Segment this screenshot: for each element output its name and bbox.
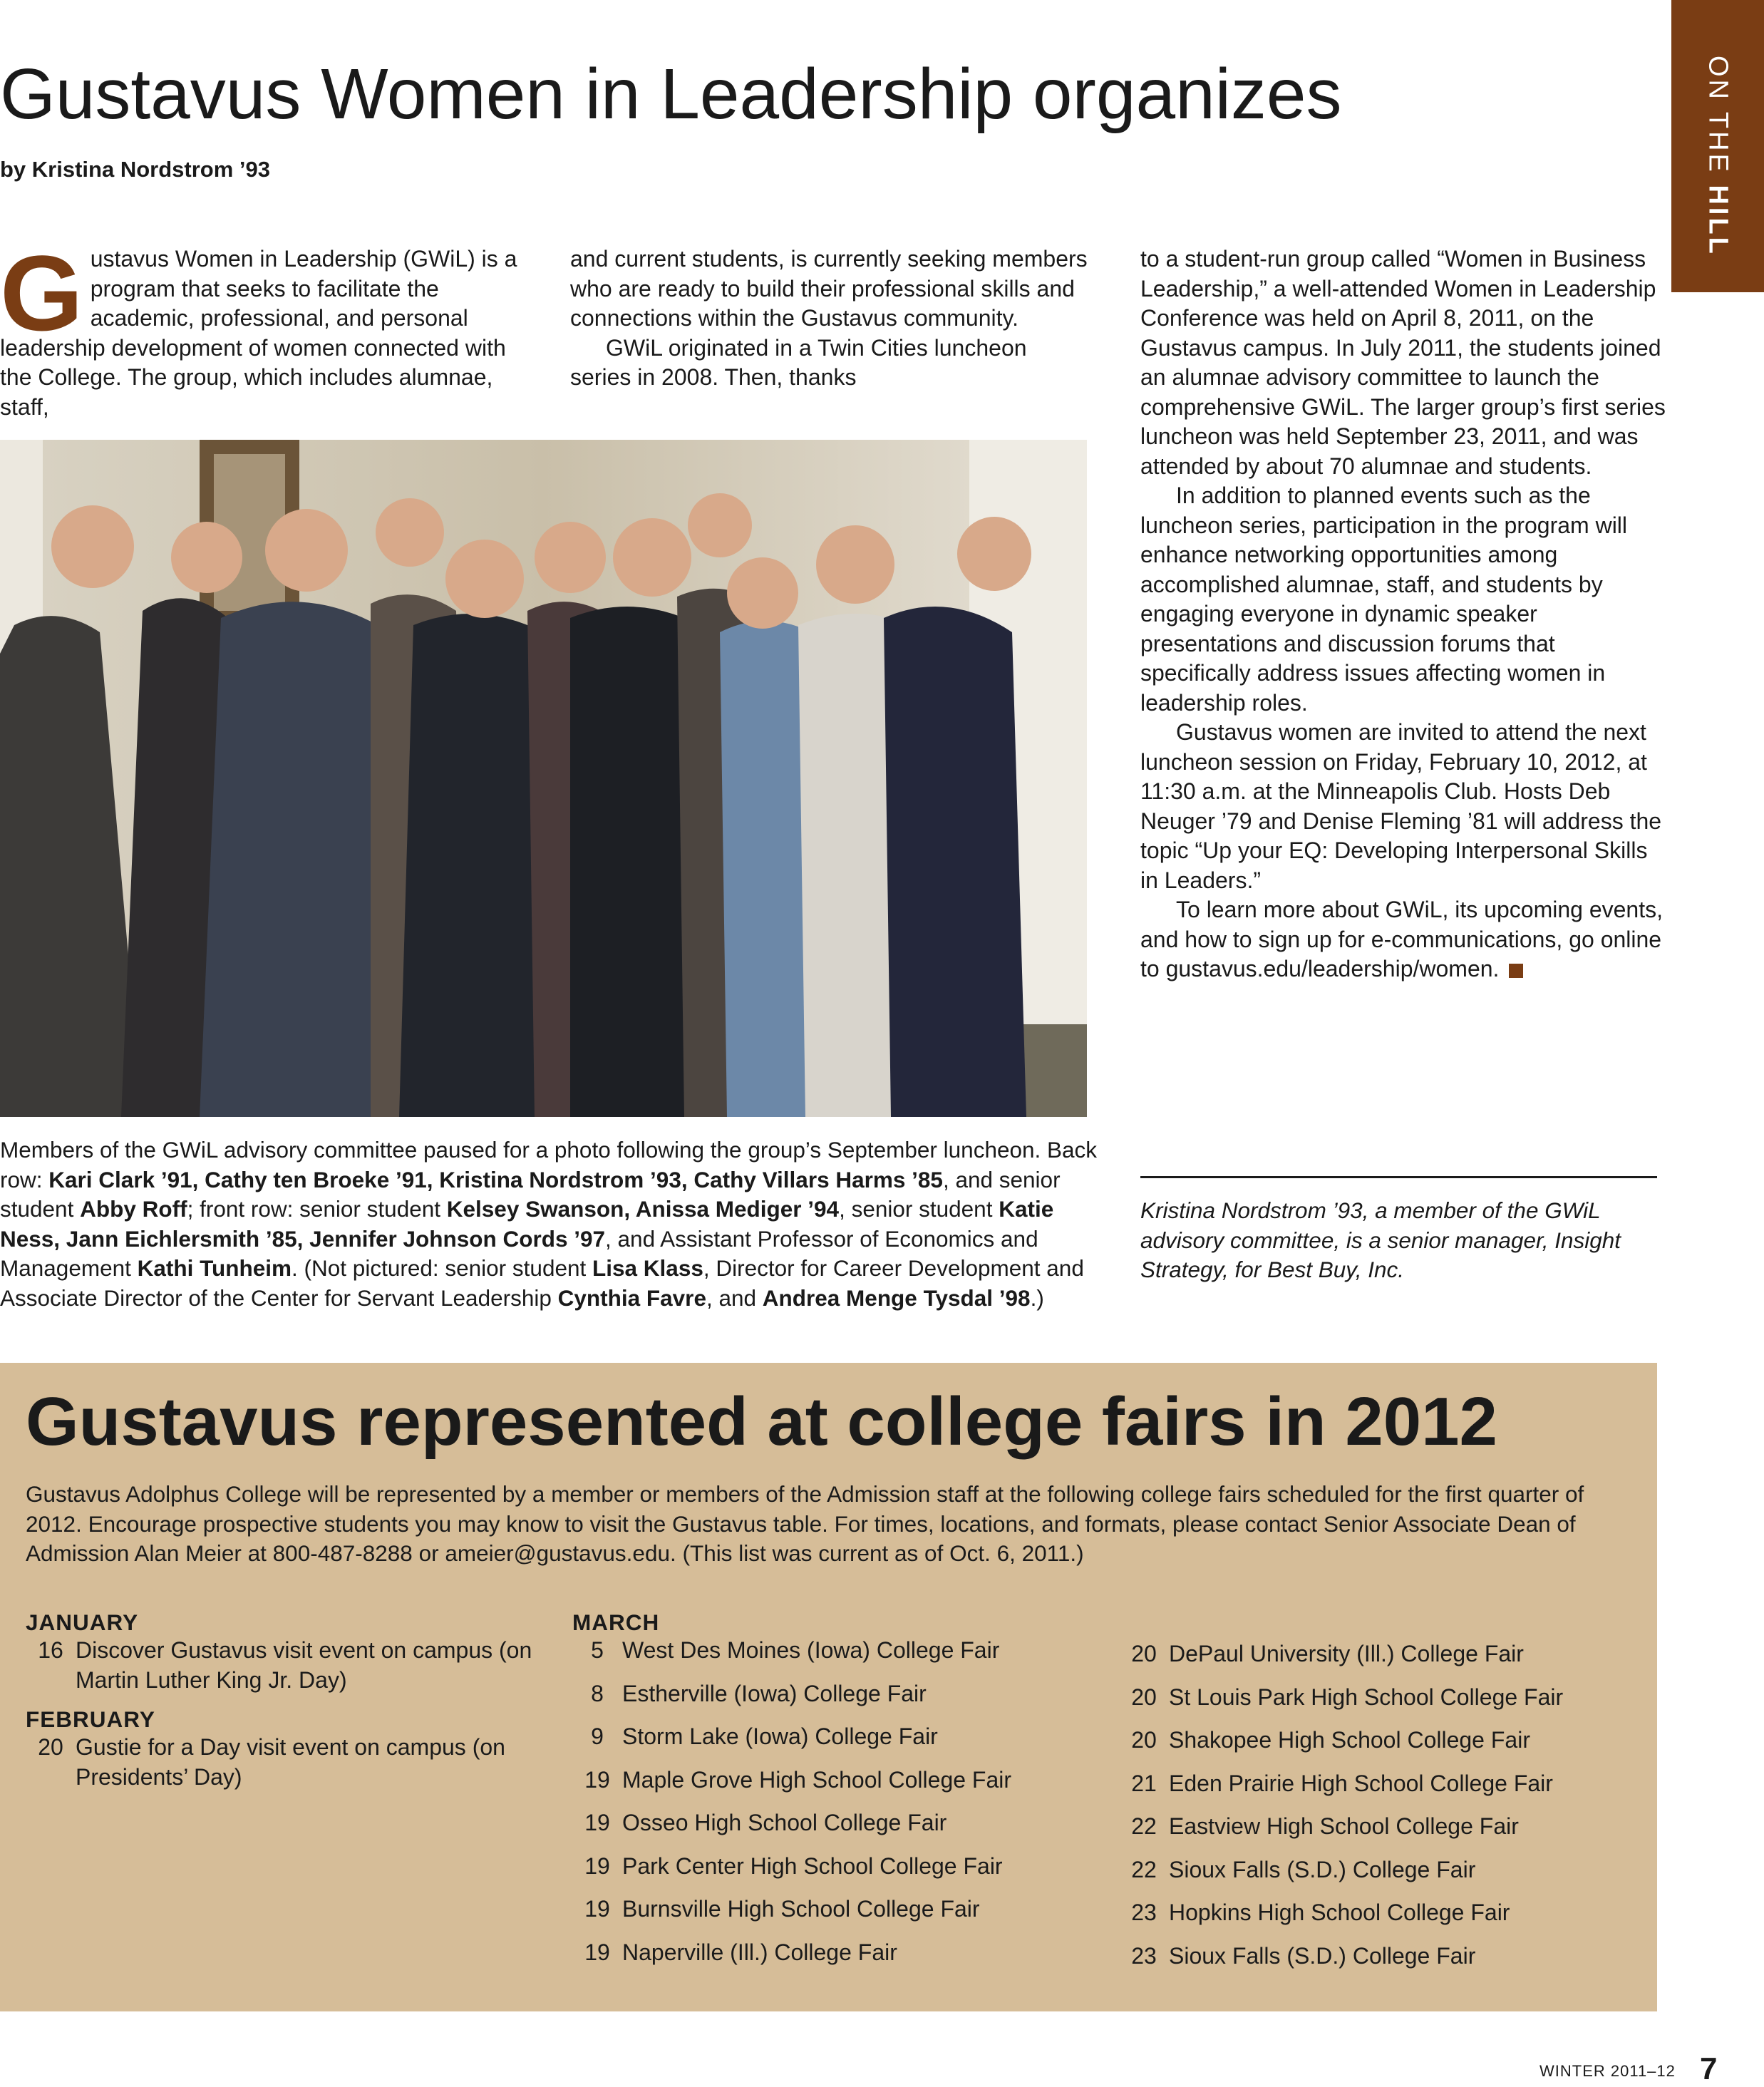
list-item [572, 1808, 1093, 1852]
event-name: Storm Lake (Iowa) College Fair [622, 1723, 938, 1749]
january-february-column [26, 1609, 539, 1792]
caption-text: , Director for Career Development and Associate Director of the Center for Servant Leadership [0, 1255, 1084, 1311]
drop-cap: G [0, 233, 83, 353]
list-item [26, 1733, 539, 1792]
event-name: St Louis Park High School College Fair [1169, 1684, 1564, 1710]
event-day: 19 [584, 1810, 610, 1835]
list-item [26, 1636, 539, 1695]
list-item [1119, 1639, 1661, 1683]
caption-text: . (Not pictured: senior student [292, 1255, 593, 1281]
event-list [572, 1636, 1093, 1981]
event-day: 22 [1131, 1813, 1157, 1839]
event-day: 5 [591, 1637, 604, 1663]
event-name: DePaul University (Ill.) College Fair [1169, 1641, 1524, 1666]
caption-names: Cynthia Favre [557, 1284, 706, 1311]
section-tab-emph: HILL [1703, 185, 1733, 257]
paragraph: Gustavus women are invited to attend the next luncheon session on Friday, February 10, 2012, at 11:30 a.m. at the Minneapolis Club. Hosts Deb Neuger ’79 and Denise Fleming ’81 will address the topic “Up your EQ: Developing Interpersonal Skills in Leaders.” [1140, 719, 1662, 893]
event-name: Osseo High School College Fair [622, 1810, 947, 1835]
section-tab-prefix: ON THE [1703, 56, 1733, 185]
event-day: 23 [1131, 1900, 1157, 1925]
event-day: 23 [1131, 1942, 1157, 1969]
event-day: 20 [1131, 1641, 1157, 1666]
event-name: Shakopee High School College Fair [1169, 1727, 1530, 1753]
event-name: Maple Grove High School College Fair [622, 1766, 1012, 1793]
article-column-3 [1140, 244, 1668, 984]
month-heading-february: FEBRUARY [26, 1706, 155, 1732]
caption-text: , senior student [839, 1196, 999, 1222]
divider [1140, 1176, 1657, 1178]
event-day: 16 [38, 1637, 63, 1663]
event-day: 22 [1131, 1856, 1157, 1882]
group-photo-illustration [0, 440, 1087, 1117]
paragraph: to a student-run group called “Women in Business Leadership,” a well-attended Women in Leadership Conference was held on April 8, 2011, on the Gustavus campus. In July 2011, the students joined an alumnae advisory committee to launch the comprehensive GWiL. The larger group’s first series luncheon was held September 23, 2011, and was attended by about 70 alumnae and students. [1140, 246, 1666, 479]
article-column-2 [570, 244, 1090, 393]
section-tab-label [1703, 56, 1733, 257]
event-day: 20 [1131, 1727, 1157, 1753]
event-name: Discover Gustavus visit event on campus (on Martin Luther King Jr. Day) [76, 1637, 532, 1693]
event-name: Gustie for a Day visit event on campus (on Presidents’ Day) [76, 1734, 505, 1790]
event-name: Eastview High School College Fair [1169, 1813, 1519, 1839]
month-heading-march: MARCH [572, 1609, 660, 1635]
list-item [1119, 1942, 1661, 1985]
event-day: 20 [38, 1734, 63, 1760]
article-headline: Gustavus Women in Leadership organizes [0, 54, 1342, 134]
list-item [572, 1852, 1093, 1895]
caption-text: ; front row: senior student [187, 1196, 447, 1222]
event-name: Estherville (Iowa) College Fair [622, 1680, 927, 1706]
event-name: Park Center High School College Fair [622, 1852, 1003, 1879]
event-name: Hopkins High School College Fair [1169, 1900, 1510, 1925]
event-name: Sioux Falls (S.D.) College Fair [1169, 1856, 1476, 1882]
list-item [1119, 1812, 1661, 1855]
caption-names: Abby Roff [80, 1196, 187, 1222]
end-mark-icon [1509, 964, 1523, 978]
section-tab [1671, 0, 1764, 292]
event-day: 19 [584, 1766, 610, 1793]
list-item [1119, 1898, 1661, 1942]
photo-caption [0, 1135, 1098, 1313]
list-item [572, 1722, 1093, 1766]
list-item [572, 1938, 1093, 1982]
caption-names: Kari Clark ’91, Cathy ten Broeke ’91, Kristina Nordstrom ’93, Cathy Villars Harms ’85 [48, 1166, 943, 1192]
event-day: 20 [1131, 1684, 1157, 1710]
list-item [572, 1636, 1093, 1679]
caption-names: Andrea Menge Tysdal ’98 [762, 1284, 1031, 1311]
paragraph: and current students, is currently seeking members who are ready to build their professional skills and connections within the Gustavus community. [570, 246, 1088, 331]
event-name: Naperville (Ill.) College Fair [622, 1939, 897, 1965]
list-item [572, 1679, 1093, 1723]
event-name: Sioux Falls (S.D.) College Fair [1169, 1942, 1476, 1969]
event-day: 19 [584, 1852, 610, 1879]
paragraph: ustavus Women in Leadership (GWiL) is a program that seeks to facilitate the academic, professional, and personal leadership development of women connected with the College. The group, which includes alumnae, staff, [0, 246, 517, 420]
list-item [572, 1895, 1093, 1938]
caption-names: Katie Ness, Jann Eichlersmith ’85, Jennifer Johnson Cords ’97 [0, 1196, 1054, 1252]
page-number: 7 [1700, 2051, 1718, 2086]
event-name: West Des Moines (Iowa) College Fair [622, 1637, 1000, 1663]
event-name: Eden Prairie High School College Fair [1169, 1770, 1553, 1796]
article-column-1 [0, 233, 527, 422]
event-day: 21 [1131, 1770, 1157, 1796]
paragraph-text: To learn more about GWiL, its upcoming events, and how to sign up for e-communications, go online to gustavus.edu/leadership/women. [1140, 897, 1663, 981]
list-item [572, 1766, 1093, 1809]
list-item [1119, 1726, 1661, 1769]
paragraph: GWiL originated in a Twin Cities luncheon series in 2008. Then, thanks [570, 334, 1027, 390]
paragraph: In addition to planned events such as the luncheon series, participation in the program will enhance networking opportunities among accomplished alumnae, staff, and students by engaging everyone in dynamic speaker presentations and discussion forums that specifically address issues affecting women in leadership roles. [1140, 483, 1628, 716]
list-item [1119, 1683, 1661, 1726]
event-name: Burnsville High School College Fair [622, 1896, 980, 1922]
article-byline: by Kristina Nordstrom ’93 [0, 157, 270, 182]
caption-names: Lisa Klass [592, 1255, 703, 1281]
event-list [1119, 1639, 1661, 1984]
caption-text: , and Assistant Professor of Economics and Management [0, 1225, 1038, 1281]
event-day: 8 [591, 1680, 604, 1706]
event-day: 9 [591, 1723, 604, 1749]
caption-text: .) [1030, 1284, 1044, 1311]
caption-text: , and [706, 1284, 763, 1311]
caption-names: Kelsey Swanson, Anissa Mediger ’94 [446, 1196, 840, 1222]
paragraph-final [1140, 895, 1668, 984]
caption-names: Kathi Tunheim [137, 1255, 292, 1281]
college-fairs-intro: Gustavus Adolphus College will be represented by a member or members of the Admission staff at the following college fairs scheduled for the first quarter of 2012. Encourage prospective students you may know to visit the Gustavus table. For times, locations, and formats, please contact Senior Associate Dean of Admission Alan Meier at 800-487-8288 or ameier@gustavus.edu. (This list was current as of Oct. 6, 2011.) [26, 1481, 1584, 1566]
event-day: 19 [584, 1896, 610, 1922]
march-column-continued [1119, 1639, 1661, 1984]
issue-label: WINTER 2011–12 [1539, 2062, 1676, 2080]
caption-text: , and senior student [0, 1166, 1061, 1222]
march-column [572, 1609, 1093, 1981]
event-day: 19 [584, 1939, 610, 1965]
month-heading-january: JANUARY [26, 1609, 139, 1635]
author-note: Kristina Nordstrom ’93, a member of the GWiL advisory committee, is a senior manager, Insight Strategy, for Best Buy, Inc. [1140, 1197, 1621, 1282]
group-photo [0, 440, 1087, 1117]
list-item [1119, 1855, 1661, 1899]
caption-text: Members of the GWiL advisory committee paused for a photo following the group’s September luncheon. Back row: [0, 1137, 1098, 1192]
college-fairs-title: Gustavus represented at college fairs in 2012 [26, 1383, 1497, 1460]
list-item [1119, 1769, 1661, 1813]
